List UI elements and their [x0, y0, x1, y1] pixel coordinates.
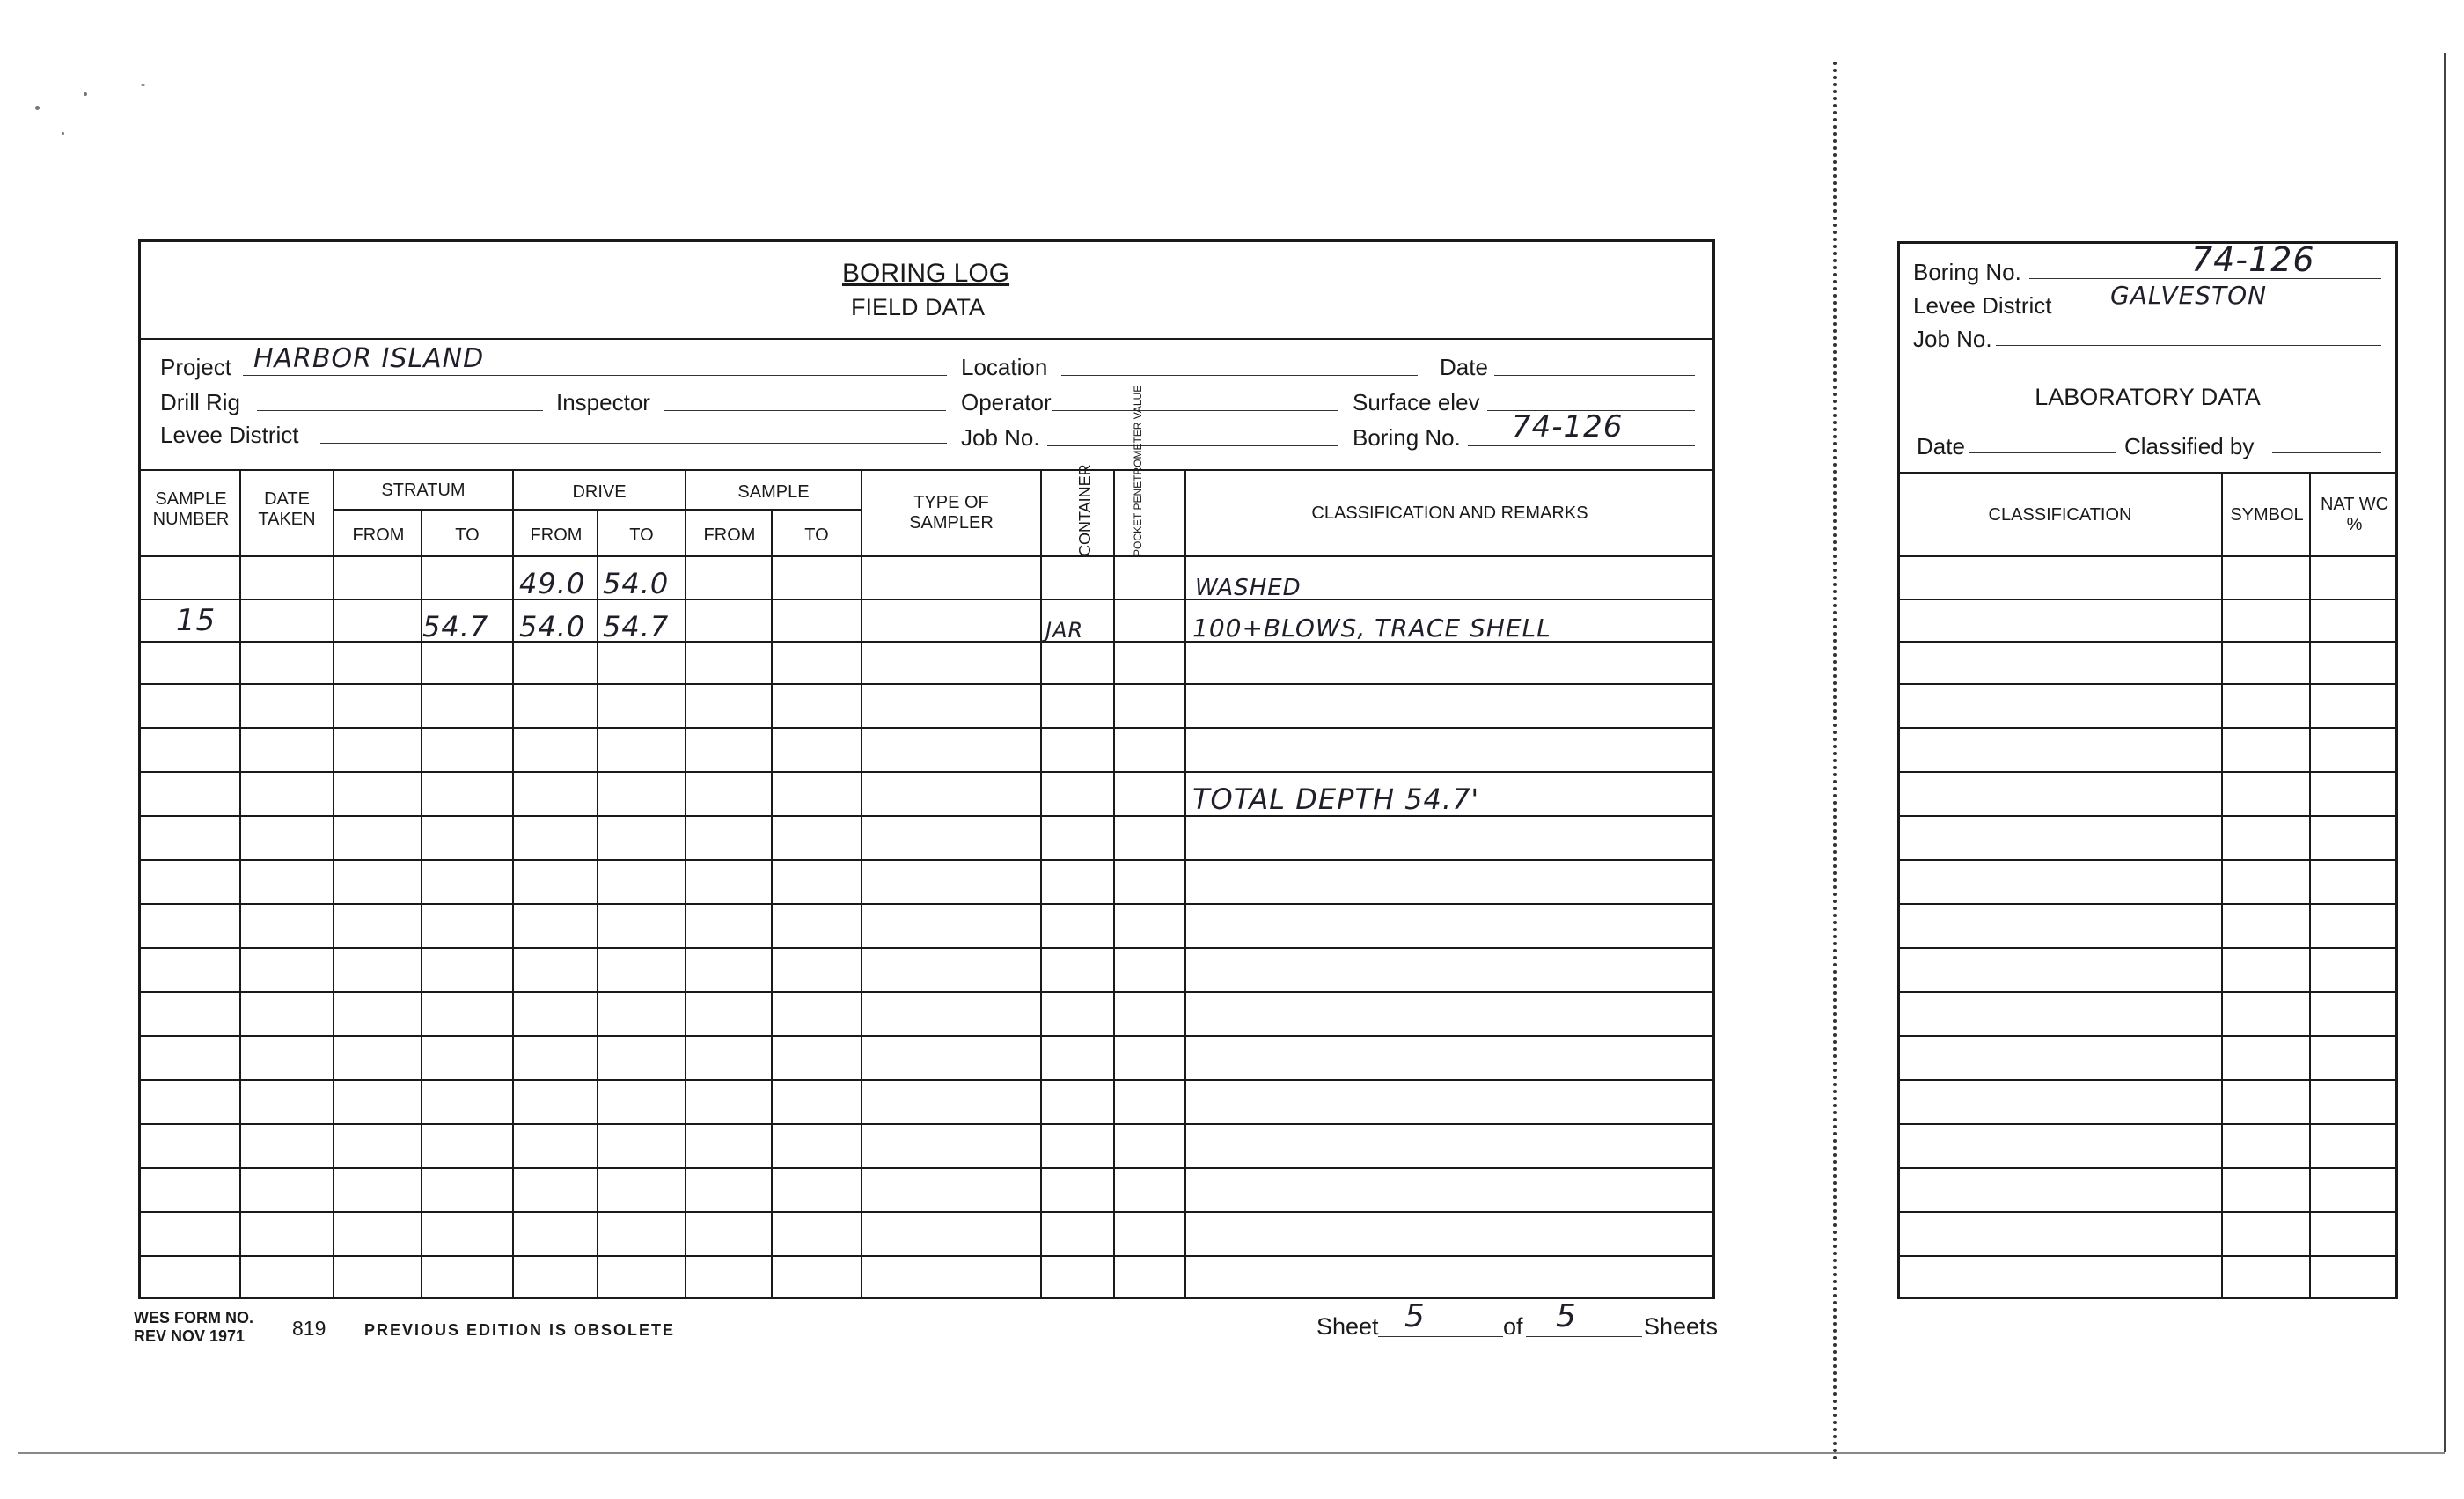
lab-col-line	[2309, 472, 2311, 1299]
sheet-value: 5	[1404, 1298, 1426, 1334]
inspector-line	[664, 410, 946, 411]
operator-label: Operator	[961, 389, 1052, 415]
row-line	[138, 599, 1715, 600]
col-line	[239, 469, 241, 1299]
scan-speck	[141, 84, 145, 86]
col-line	[1040, 469, 1042, 1299]
lab-row-line	[1897, 859, 2398, 861]
levee-district-line	[320, 443, 947, 444]
header-divider	[138, 338, 1715, 340]
col-stratum: STRATUM	[381, 481, 466, 500]
lab-job-no-line	[1996, 345, 2381, 346]
row-line	[138, 1167, 1715, 1169]
lab-row-line	[1897, 599, 2398, 600]
lab-col-nat-wc: NAT WC %	[2320, 495, 2389, 534]
col-sample-from: FROM	[703, 525, 756, 545]
classified-by-label: Classified by	[2124, 433, 2255, 459]
form-title: BORING LOG	[842, 259, 1010, 288]
job-no-label: Job No.	[961, 424, 1040, 451]
row1-drive-from: 49.0	[519, 567, 586, 600]
lab-col-line	[2221, 472, 2223, 1299]
drill-rig-line	[257, 410, 543, 411]
lab-header-divider	[1897, 472, 2398, 474]
form-number-label: WES FORM NO. REV NOV 1971	[134, 1309, 253, 1345]
column-header-bottom	[138, 555, 1715, 557]
boring-no-label: Boring No.	[1353, 424, 1461, 451]
row1-remarks: WASHED	[1195, 575, 1302, 601]
lab-boring-no-label: Boring No.	[1913, 259, 2021, 285]
row-line	[138, 683, 1715, 685]
row2-sample-number: 15	[176, 603, 216, 638]
lab-col-classification: CLASSIFICATION	[1988, 505, 2132, 525]
row2-drive-from: 54.0	[519, 610, 586, 643]
row-line	[138, 947, 1715, 949]
scan-speck	[62, 132, 64, 135]
col-sample-number: SAMPLE NUMBER	[152, 489, 230, 529]
inspector-label: Inspector	[556, 389, 650, 415]
lab-row-line	[1897, 1035, 2398, 1037]
lab-row-line	[1897, 727, 2398, 729]
form-subtitle: FIELD DATA	[851, 294, 986, 320]
levee-district-label: Levee District	[160, 422, 299, 448]
col-line	[1184, 469, 1186, 1299]
lab-row-line	[1897, 1079, 2398, 1081]
row2-container: JAR	[1045, 618, 1084, 643]
paper-bottom-edge	[18, 1452, 2445, 1454]
lab-row-line	[1897, 1211, 2398, 1213]
boring-no-value: 74-126	[1512, 409, 1624, 445]
lab-column-header-bottom	[1897, 555, 2398, 557]
job-no-line	[1047, 445, 1338, 446]
form-number: 819	[292, 1317, 326, 1340]
classified-by-line	[2272, 452, 2381, 453]
row-line	[138, 771, 1715, 773]
col-date-taken: DATE TAKEN	[258, 489, 316, 529]
col-type-of-sampler: TYPE OF SAMPLER	[909, 493, 994, 533]
scan-speck	[35, 106, 40, 110]
row1-drive-to: 54.0	[603, 567, 670, 600]
lab-boring-no-value: 74-126	[2191, 240, 2315, 279]
lab-row-line	[1897, 991, 2398, 993]
location-label: Location	[961, 354, 1048, 380]
lab-levee-district-label: Levee District	[1913, 292, 2052, 319]
row2-stratum-to: 54.7	[422, 610, 489, 643]
project-line	[243, 375, 947, 376]
lab-row-line	[1897, 1255, 2398, 1257]
perforation-line	[1833, 62, 1837, 1461]
row-line	[138, 1035, 1715, 1037]
sheet-line	[1378, 1336, 1503, 1337]
of-label: of	[1503, 1313, 1523, 1340]
lab-row-line	[1897, 903, 2398, 905]
row6-remarks: TOTAL DEPTH 54.7'	[1192, 783, 1480, 816]
row-line	[138, 727, 1715, 729]
col-line	[1113, 469, 1115, 1299]
col-container: CONTAINER	[1076, 464, 1094, 556]
lab-row-line	[1897, 771, 2398, 773]
row2-drive-to: 54.7	[603, 610, 670, 643]
row-line	[138, 859, 1715, 861]
previous-edition-note: PREVIOUS EDITION IS OBSOLETE	[364, 1321, 676, 1339]
lab-row-line	[1897, 1167, 2398, 1169]
col-drive-from: FROM	[530, 525, 583, 545]
lab-date-line	[1969, 452, 2116, 453]
row-line	[138, 1255, 1715, 1257]
lab-row-line	[1897, 815, 2398, 817]
lab-levee-district-value: GALVESTON	[2110, 281, 2268, 310]
col-line	[685, 469, 686, 1299]
scan-speck	[84, 92, 87, 96]
col-drive: DRIVE	[572, 482, 627, 502]
row-line	[138, 903, 1715, 905]
lab-job-no-label: Job No.	[1913, 326, 1992, 352]
lab-row-line	[1897, 683, 2398, 685]
lab-date-label: Date	[1917, 433, 1965, 459]
lab-row-line	[1897, 947, 2398, 949]
row-line	[138, 1211, 1715, 1213]
paper-right-edge	[2444, 53, 2446, 1452]
location-line	[1061, 375, 1418, 376]
sheets-label: Sheets	[1644, 1313, 1719, 1340]
col-line	[333, 469, 334, 1299]
col-line	[861, 469, 862, 1299]
col-pocket-penetrometer: POCKET PENETROMETER VALUE	[1132, 385, 1144, 556]
date-line	[1494, 375, 1695, 376]
row2-remarks: 100+BLOWS, TRACE SHELL	[1192, 614, 1551, 643]
sheets-value: 5	[1556, 1298, 1577, 1334]
lab-row-line	[1897, 641, 2398, 643]
sheet-label: Sheet	[1316, 1313, 1379, 1340]
col-stratum-to: TO	[455, 525, 480, 545]
table-top-divider	[138, 469, 1715, 471]
col-classification-remarks: CLASSIFICATION AND REMARKS	[1311, 503, 1588, 523]
col-sample: SAMPLE	[737, 482, 810, 502]
lab-col-symbol: SYMBOL	[2230, 505, 2304, 525]
col-sample-to: TO	[804, 525, 829, 545]
col-drive-to: TO	[629, 525, 654, 545]
sheets-line	[1526, 1336, 1642, 1337]
project-value: HARBOR ISLAND	[253, 343, 485, 374]
lab-data-title: LABORATORY DATA	[2035, 384, 2261, 410]
col-line	[512, 469, 514, 1299]
project-label: Project	[160, 354, 231, 380]
row-line	[138, 1123, 1715, 1125]
surface-elev-label: Surface elev	[1353, 389, 1480, 415]
row-line	[138, 1079, 1715, 1081]
row-line	[138, 991, 1715, 993]
col-stratum-from: FROM	[352, 525, 405, 545]
drill-rig-label: Drill Rig	[160, 389, 240, 415]
boring-no-line	[1468, 445, 1695, 446]
lab-row-line	[1897, 1123, 2398, 1125]
date-label: Date	[1440, 354, 1488, 380]
operator-line	[1052, 410, 1338, 411]
